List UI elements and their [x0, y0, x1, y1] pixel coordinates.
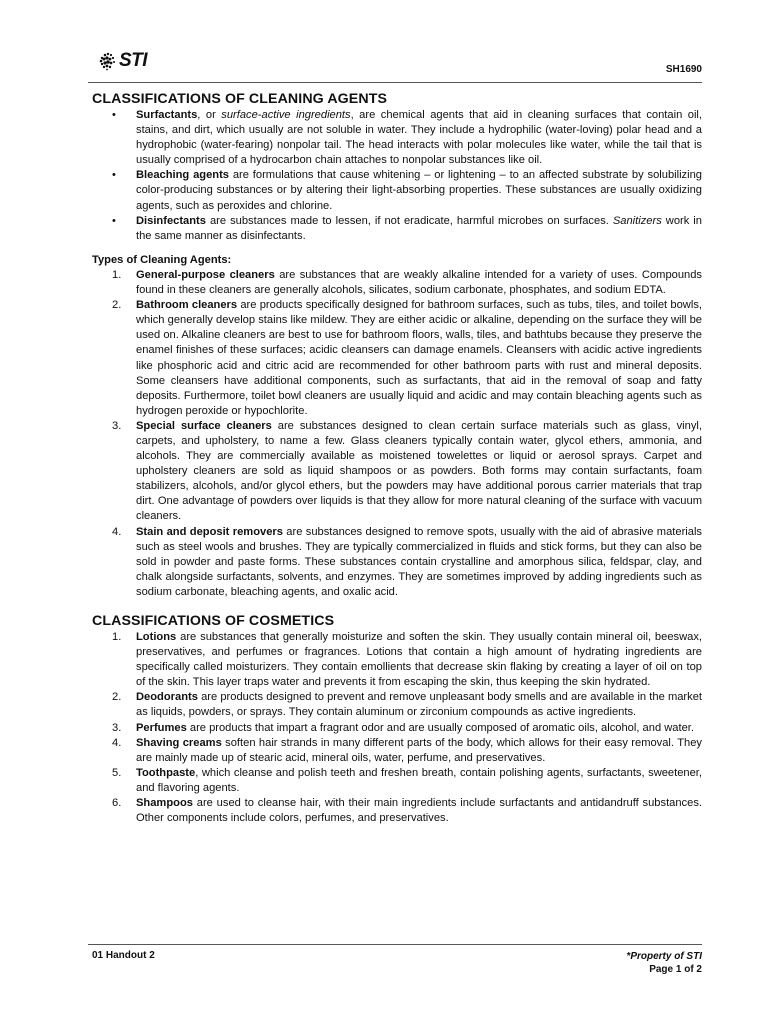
property-notice: *Property of STI — [626, 951, 702, 962]
item-text: , are chemical agents that aid in cleaning surfaces that contain oil, stains, and dirt, which usually are not soluble in water. They include a hydrophilic (water-loving) polar head and a hydrophobic (water-fearing) nonpolar tail. The head interacts with polar molecules like water, while the tail that is usually comprised of a hydrocarbon chain attaches to nonpolar substances like oil. — [136, 109, 702, 167]
item-number: 6. — [112, 797, 122, 810]
list-item — [92, 298, 702, 419]
term: Deodorants — [136, 691, 198, 704]
term: Shampoos — [136, 797, 193, 810]
item-number: 2. — [112, 299, 122, 312]
logo-text: STI — [119, 50, 148, 71]
list-item — [92, 419, 702, 525]
item-text: are substances that are weakly alkaline intended for a variety of uses. Compounds found in these cleaners are generally alcohols, silicates, sodium carbonate, phosphates, and sodium EDTA. — [136, 268, 702, 297]
term-alt: Sanitizers — [612, 214, 662, 227]
document-code: SH1690 — [665, 64, 702, 75]
item-text: are products specifically designed for bathroom surfaces, such as tubs, tiles, and toilet bowls, which generally develop stains like mildew. They are either acidic or alkaline, depending on the surface they will be used on. Alkaline cleaners are best to use for bathroom floors, walls, tiles, and bathtubs because they preserve the enamel finishes of these surfaces; acidic cleansers can damage enamels. Cleansers with acidic active ingredients like phosphoric acid and citric acid are recommended for other bathroom parts with rust and mineral deposits. Some cleansers have additional components, such as surfactants, that aid in the removal of soap and fatty deposits. Furthermore, toilet bowl cleaners are usually liquid and acidic and may contain bleaching agents such as hydrogen peroxide or hypochlorite. — [136, 299, 702, 417]
term: Disinfectants — [136, 214, 206, 227]
item-text: soften hair strands in many different parts of the body, which allows for their easy removal. They are mainly made up of stearic acid, mineral oils, water, perfume, and preservatives. — [136, 736, 702, 764]
term: Bathroom cleaners — [136, 299, 238, 312]
item-text: are products that impart a fragrant odor and are usually composed of aromatic oils, alcohol, and water. — [186, 721, 694, 734]
page-number: Page 1 of 2 — [649, 964, 702, 975]
item-text: are substances that generally moisturize and soften the skin. They usually contain mineral oil, beeswax, preservatives, and perfumes or fragrances. Lotions that contain a high amount of hydrating ingredients are specifically called moisturizers. They contain emollients that decrease skin flaking by creating a layer of oil on top of the skin. This layer traps water and prevents it from escaping the skin, thus keeping the skin hydrated. — [136, 631, 702, 689]
item-number: 4. — [112, 736, 122, 749]
item-number: 4. — [112, 525, 122, 538]
list-item — [92, 630, 702, 690]
page-header — [96, 50, 702, 78]
item-number: 5. — [112, 766, 122, 779]
item-number: 1. — [112, 631, 122, 643]
footer-right — [626, 950, 702, 976]
term: Toothpaste — [136, 766, 196, 779]
term-alt: surface-active ingredients — [221, 109, 351, 121]
list-item — [92, 736, 702, 766]
item-text: are products designed to prevent and remove unpleasant body smells and are available in the market as liquids, powders, or sprays. They contain aluminum or zirconium compounds as active ingredients. — [136, 691, 702, 719]
item-text: are substances designed to remove spots, usually with the aid of abrasive materials such as steel wools and brushes. They are typically commercialized in fluids and stick forms, but they can also be sold in powder and paste forms. These substances contain crystalline and amorphous silica, feldspar, clay, and chalk alongside surfactants, solvents, and enzymes. They are sometimes improved by adding ingredients such as sodium carbonate, bleaching agents, and oxalic acid. — [136, 525, 702, 598]
document-body — [92, 90, 702, 826]
item-text: , or — [197, 109, 222, 121]
list-item — [92, 796, 702, 826]
handout-label: 01 Handout 2 — [92, 950, 155, 961]
item-number: 3. — [112, 419, 122, 432]
item-text: are substances made to lessen, if not eradicate, harmful microbes on surfaces. — [205, 214, 613, 227]
footer-divider — [88, 944, 702, 945]
list-item — [92, 721, 702, 736]
section-title-cosmetics: CLASSIFICATIONS OF COSMETICS — [92, 613, 335, 629]
item-number: 2. — [112, 691, 122, 704]
term: Stain and deposit removers — [136, 525, 283, 538]
item-number: 1. — [112, 268, 122, 281]
term: Lotions — [136, 631, 177, 643]
list-item — [92, 168, 702, 213]
cosmetics-list — [92, 630, 702, 826]
item-text: work in the same manner as disinfectants. — [136, 214, 702, 242]
term: Perfumes — [136, 721, 187, 734]
term: General-purpose cleaners — [136, 268, 275, 281]
list-item — [92, 690, 702, 720]
list-item — [92, 766, 702, 796]
header-divider — [88, 82, 702, 83]
item-text: are substances designed to clean certain surface materials such as glass, vinyl, carpets, and upholstery, to name a few. Glass cleaners typically contain water, glycol ethers, ammonia, and alcohols. They are commercially available as moistened towelettes or liquid or aerosol sprays. Carpet and upholstery cleaners are sold as liquid shampoos or as powders. Both forms may contain surfactants, foam stabilizers, alcohols, and/or glycol ethers, but the powders may have additional porous carrier materials that trap dirt. One advantage of powders over liquids is that they allow for more natural cleaning of the surface with vacuum cleaners. — [136, 419, 702, 523]
cleaning-agents-list — [92, 108, 702, 244]
list-item — [92, 214, 702, 244]
item-number: 3. — [112, 721, 122, 734]
list-item — [92, 108, 702, 168]
globe-icon — [96, 50, 118, 72]
term: Shaving creams — [136, 736, 222, 749]
term: Surfactants — [136, 109, 198, 121]
item-text: are formulations that cause whitening – or lightening – to an affected substrate by solubilizing color-producing substances or by altering their light-absorbing properties. These substances are usually oxidizing agents, such as peroxides and chlorine. — [136, 169, 702, 212]
item-text: are used to cleanse hair, with their main ingredients include surfactants and antidandruff substances. Other components include colors, perfumes, and preservatives. — [136, 797, 702, 825]
term: Bleaching agents — [136, 169, 229, 182]
item-text: , which cleanse and polish teeth and freshen breath, contain polishing agents, surfactants, sweetener, and flavoring agents. — [136, 766, 702, 794]
list-item — [92, 268, 702, 298]
subsection-title-types: Types of Cleaning Agents: — [92, 253, 232, 266]
sti-logo — [96, 50, 147, 72]
section-title-cleaning-agents: CLASSIFICATIONS OF CLEANING AGENTS — [92, 91, 388, 107]
term: Special surface cleaners — [136, 419, 272, 432]
types-list — [92, 268, 702, 600]
list-item — [92, 525, 702, 600]
